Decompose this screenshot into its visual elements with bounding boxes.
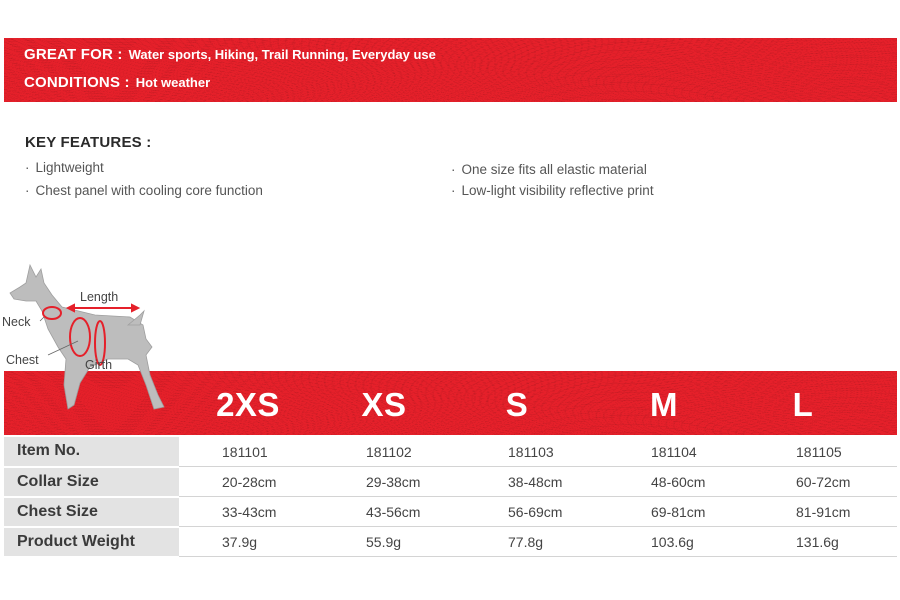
table-cell: 60-72cm [796,467,897,497]
table-cell: 38-48cm [508,467,651,497]
bullet: · [25,160,30,175]
table-cell: 181104 [651,437,796,467]
table-row [4,437,897,467]
conditions-label: CONDITIONS : [24,74,130,91]
table-cell: 20-28cm [179,467,366,497]
feature-text: Low-light visibility reflective print [461,183,654,198]
table-row [4,467,897,497]
table-cell: 43-56cm [366,497,508,527]
feature-item [451,162,647,177]
neck-label: Neck [2,315,31,329]
feature-text: One size fits all elastic material [461,162,647,177]
table-cell: 55.9g [366,527,508,557]
table-cell: 77.8g [508,527,651,557]
length-label: Length [80,290,119,304]
key-features-title: KEY FEATURES : [25,134,152,151]
conditions-line [24,74,210,91]
size-heading-l: L [792,386,814,423]
bullet: · [25,183,30,198]
table-cell: 181105 [796,437,897,467]
use-case-banner [4,38,897,102]
table-cell: 56-69cm [508,497,651,527]
great-for-label: GREAT FOR : [24,46,123,63]
feature-text: Lightweight [35,160,104,175]
table-cell: 29-38cm [366,467,508,497]
dog-silhouette [10,265,164,409]
bullet: · [451,162,456,177]
size-heading-xs: XS [361,386,407,423]
bullet: · [451,183,456,198]
table-cell: 33-43cm [179,497,366,527]
table-row [4,497,897,527]
row-label: Item No. [4,437,179,467]
great-for-value: Water sports, Hiking, Trail Running, Everyday use [128,47,436,62]
row-label: Chest Size [4,497,179,527]
table-row [4,527,897,557]
size-spec-table [4,437,897,558]
size-heading-m: M [650,386,678,423]
conditions-value: Hot weather [135,75,211,90]
chest-label: Chest [6,353,39,367]
feature-item [451,183,654,198]
size-heading-s: S [505,386,529,423]
row-label: Collar Size [4,467,179,497]
row-label: Product Weight [4,527,179,557]
table-cell: 131.6g [796,527,897,557]
great-for-line [24,46,436,63]
table-cell: 103.6g [651,527,796,557]
feature-text: Chest panel with cooling core function [35,183,263,198]
table-cell: 69-81cm [651,497,796,527]
dog-measurement-diagram [0,255,180,415]
table-cell: 181102 [366,437,508,467]
table-cell: 81-91cm [796,497,897,527]
table-cell: 37.9g [179,527,366,557]
table-cell: 181101 [179,437,366,467]
table-cell: 181103 [508,437,651,467]
size-heading-2xs: 2XS [216,386,280,423]
feature-item [25,183,263,198]
table-cell: 48-60cm [651,467,796,497]
girth-label: Girth [85,358,113,372]
feature-item [25,160,104,175]
